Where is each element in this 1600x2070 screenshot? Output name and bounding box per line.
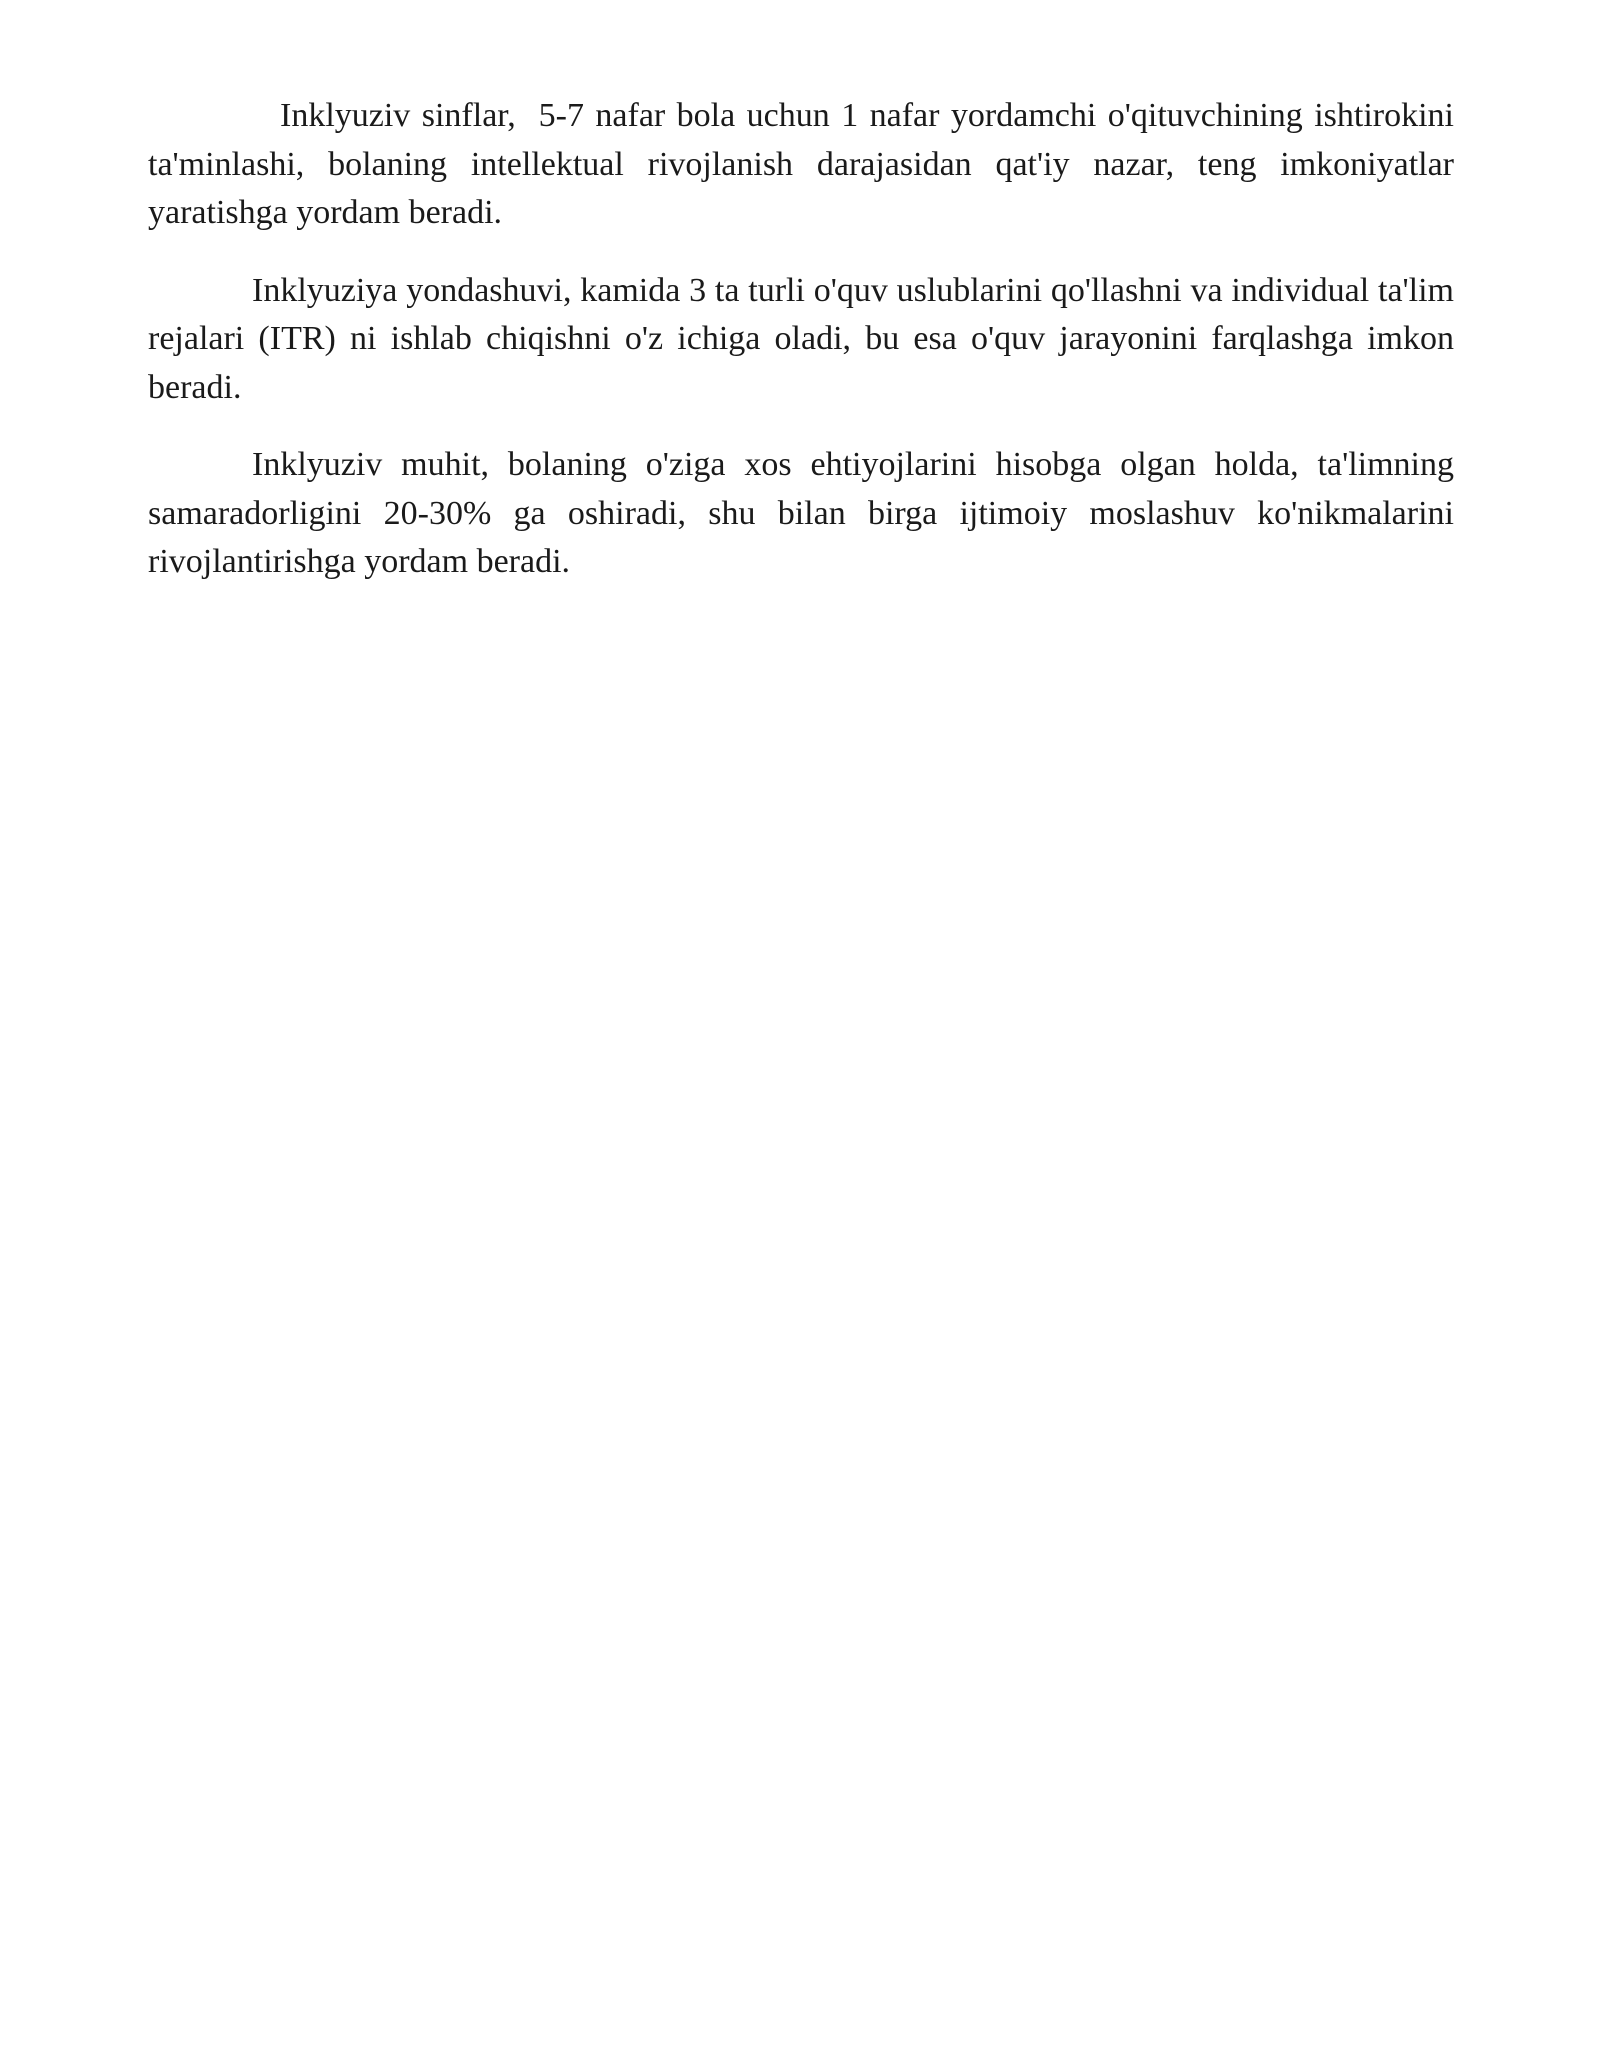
paragraph-inclusive-environment: Inklyuziv muhit, bolaning o'ziga xos ehtiyojlarini hisobga olgan holda, ta'limning samaradorligini 20-30% ga oshiradi, shu bilan birga ijtimoiy moslashuv ko'nikmalarini rivojlantirishga yordam beradi.	[148, 446, 1454, 580]
paragraph-inclusion-approach: Inklyuziya yondashuvi, kamida 3 ta turli o'quv uslublarini qo'llashni va individual ta'lim rejalari (ITR) ni ishlab chiqishni o'z ichiga oladi, bu esa o'quv jarayonini farqlashga imkon beradi.	[148, 271, 1454, 406]
paragraph-inclusive-classes: Inklyuziv sinflar, 5-7 nafar bola uchun 1 nafar yordamchi o'qituvchining ishtirokini ta'minlashi, bolaning intellektual rivojlanish darajasidan qat'iy nazar, teng imkoniyatlar yaratishga yordam beradi.	[148, 97, 1463, 231]
document-body	[148, 92, 1463, 616]
